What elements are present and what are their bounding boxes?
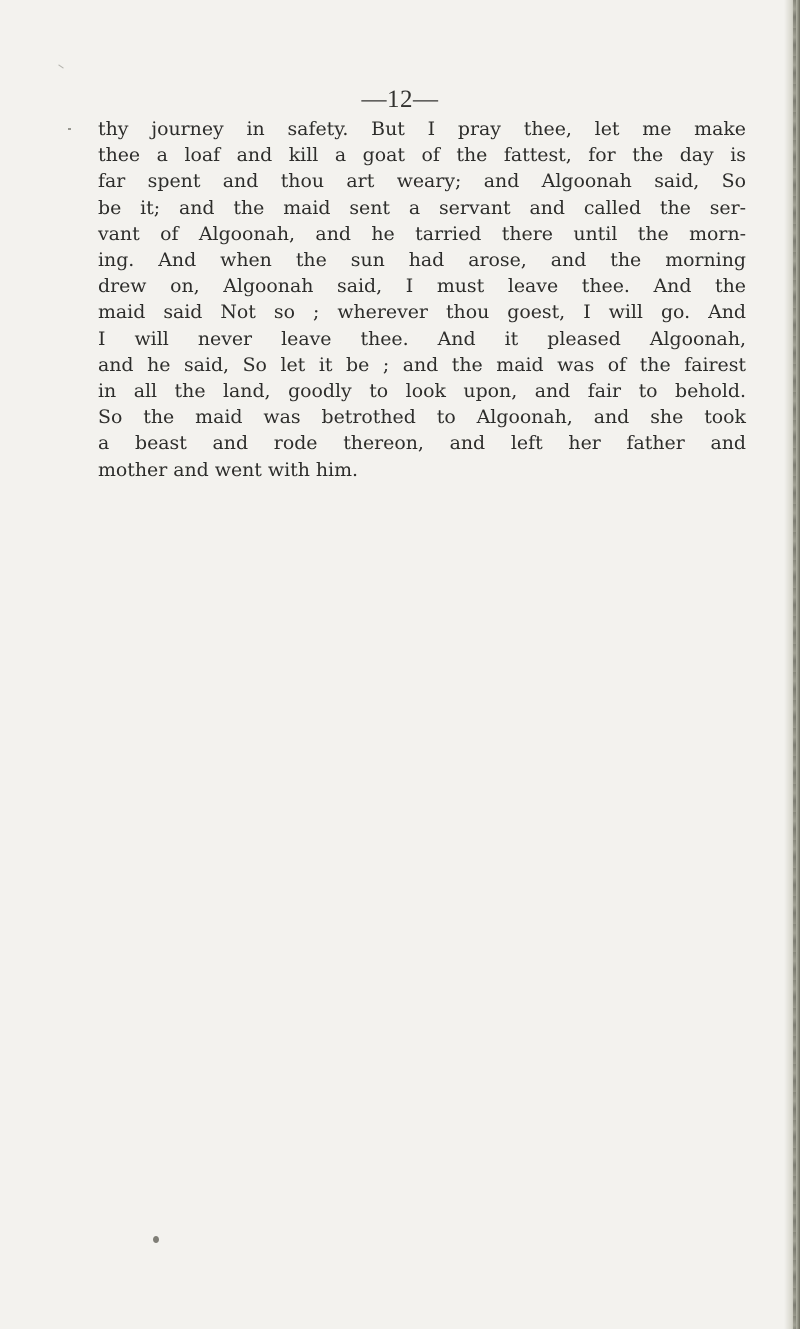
page-edge-shadow <box>784 0 800 1329</box>
text-line: thee a loaf and kill a goat of the fattest, for the day is <box>98 144 746 167</box>
text-line: far spent and thou art weary; and Algoonah said, So <box>98 170 746 193</box>
text-line: mother and went with him. <box>98 458 358 481</box>
text-line: be it; and the maid sent a servant and called the ser- <box>98 196 746 219</box>
text-line: drew on, Algoonah said, I must leave thee. And the <box>98 275 746 298</box>
text-line: a beast and rode thereon, and left her father and <box>98 432 746 455</box>
paper-mark <box>58 64 63 68</box>
paper-mark <box>68 128 71 130</box>
text-line: vant of Algoonah, and he tarried there until the morn- <box>98 222 746 245</box>
text-line: maid said Not so ; wherever thou goest, I will go. And <box>98 301 746 324</box>
page-number: —12— <box>361 86 439 113</box>
text-line: I will never leave thee. And it pleased Algoonah, <box>98 327 746 350</box>
text-line: and he said, So let it be ; and the maid was of the fairest <box>98 353 746 376</box>
text-line: in all the land, goodly to look upon, and fair to behold. <box>98 380 746 403</box>
ink-speck <box>153 1236 159 1243</box>
body-text <box>98 116 746 483</box>
text-line: So the maid was betrothed to Algoonah, and she took <box>98 406 746 429</box>
page-edge-binding <box>793 0 796 1329</box>
text-line: ing. And when the sun had arose, and the morning <box>98 249 746 272</box>
text-line: thy journey in safety. But I pray thee, let me make <box>98 118 746 140</box>
